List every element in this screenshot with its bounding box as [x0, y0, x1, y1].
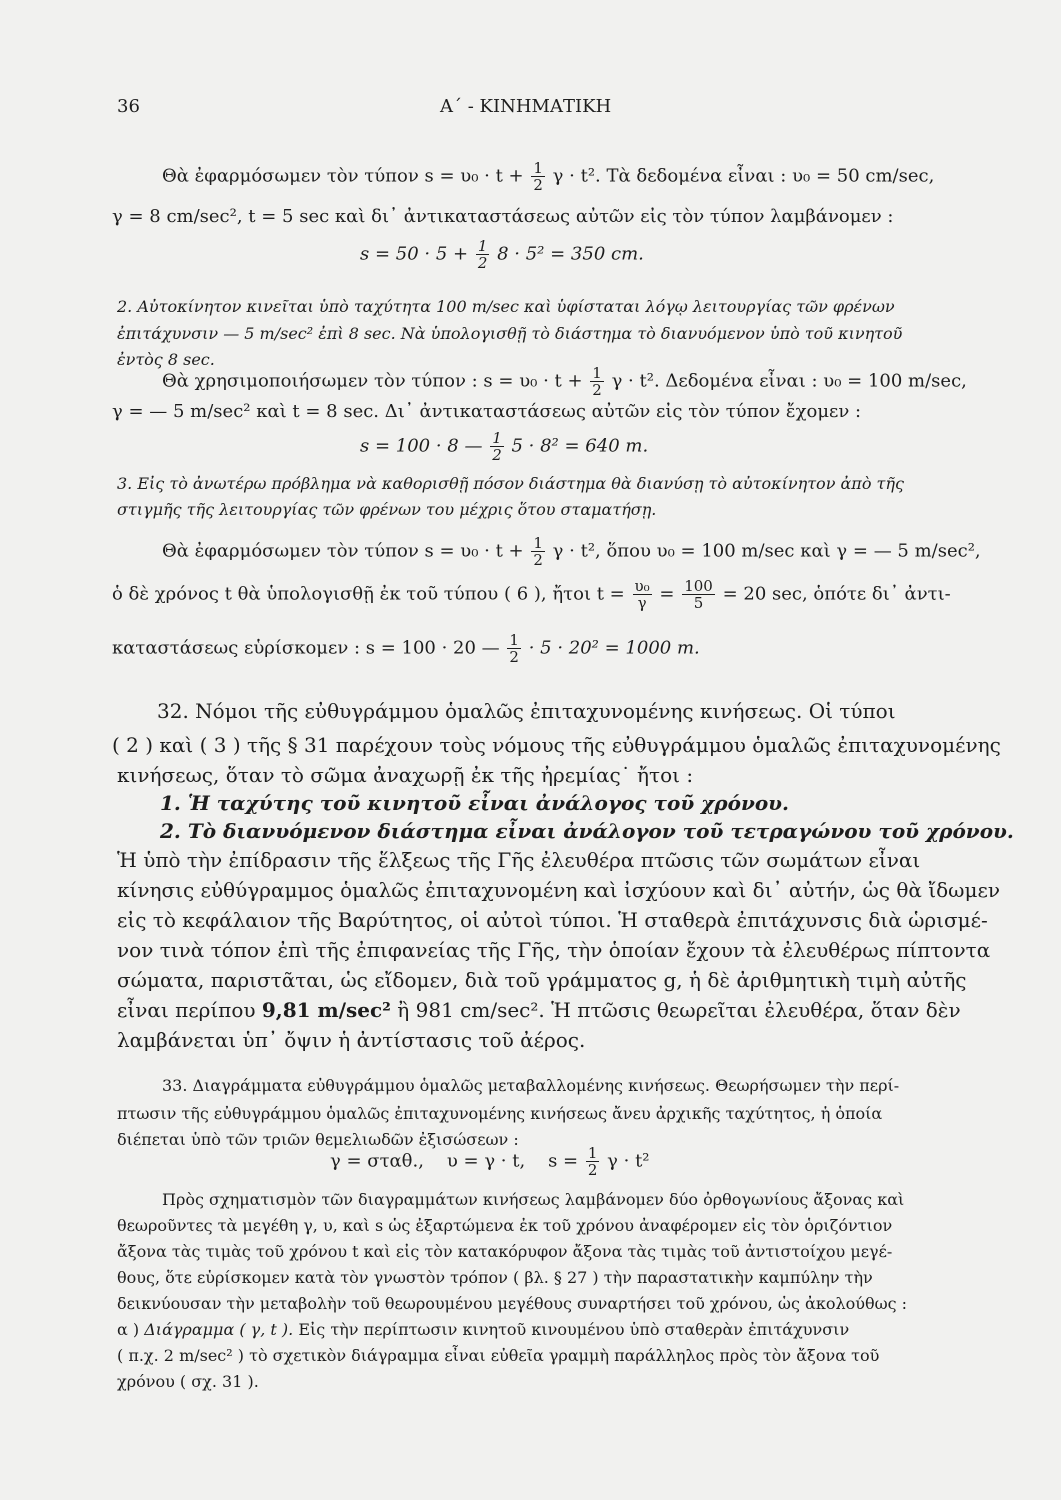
sec33-para-5: δεικνύουσαν τὴν μεταβολὴν τοῦ θεωρουμένου μεγέθους συναρτήσει τοῦ χρόνου, ὡς ἀκολούθως : — [117, 1294, 908, 1313]
sec32-body-2: κίνησις εὐθύγραμμος ὁμαλῶς ἐπιταχυνομένη καὶ ἰσχύουν καὶ δι᾽ αὐτήν, ὡς θὰ ἴδωμεν — [117, 878, 1000, 902]
diagram-label: Διάγραμμα ( γ, t ). — [144, 1320, 294, 1339]
ex2-problem-line3: ἐντὸς 8 sec. — [117, 350, 215, 369]
section-33-title: 33. Διαγράμματα εὐθυγράμμου ὁμαλῶς μεταβαλλομένης κινήσεως. — [162, 1076, 710, 1095]
ex3-line2: ὁ δὲ χρόνος t θὰ ὑπολογισθῇ ἐκ τοῦ τύπου ( 6 ), ἤτοι t = $\frac{\text{υ₀}}{\gamma}$ = $\frac{100}{5}$ = 20 sec, ὁπότε δι᾽ ἀντι- — [112, 577, 951, 612]
gravity-value: 9,81 m/sec² — [261, 998, 391, 1022]
sec32-body-7: λαμβάνεται ὑπ᾽ ὄψιν ἡ ἀντίστασις τοῦ ἀέρος. — [117, 1028, 586, 1052]
fraction-100-over-5: $\frac{100}{5}$ — [684, 577, 713, 612]
sec33-line3: διέπεται ὑπὸ τῶν τριῶν θεμελιωδῶν ἐξισώσεων : — [117, 1130, 519, 1149]
sec33-para-4: θους, ὅτε εὑρίσκομεν κατὰ τὸν γνωστὸν τρόπον ( βλ. § 27 ) τὴν παραστατικὴν καμπύλην τὴν — [117, 1268, 873, 1287]
fraction-v0-over-gamma: $\frac{\text{υ₀}}{\gamma}$ — [634, 577, 650, 612]
running-title: Α΄ - ΚΙΝΗΜΑΤΙΚΗ — [440, 96, 612, 117]
ex1-equation: s = 50 · 5 + $\frac{1}{2}$ 8 · 5² = 350 cm. — [360, 237, 644, 272]
fraction-half: $\frac{1}{2}$ — [492, 429, 502, 464]
sec33-para-2: θεωροῦντες τὰ μεγέθη γ, υ, καὶ s ὡς ἐξαρτώμενα ἐκ τοῦ χρόνου ἀναφέρομεν εἰς τὸν ὁριζόντιον — [117, 1216, 893, 1235]
ex3-line3: καταστάσεως εὑρίσκομεν : s = 100 · 20 — $\frac{1}{2}$ · 5 · 20² = 1000 m. — [112, 631, 700, 666]
sec32-body-4: νον τινὰ τόπον ἐπὶ τῆς ἐπιφανείας τῆς Γῆς, τὴν ὁποίαν ἔχουν τὰ ἐλευθέρως πίπτοντα — [117, 938, 991, 962]
section-32-title-line: 32. Νόμοι τῆς εὐθυγράμμου ὁμαλῶς ἐπιταχυνομένης κινήσεως. Οἱ τύποι — [157, 699, 896, 723]
fraction-half: $\frac{1}{2}$ — [509, 631, 519, 666]
fraction-half: $\frac{1}{2}$ — [477, 237, 488, 272]
ex1-line1: Θὰ ἐφαρμόσωμεν τὸν τύπον s = υ₀ · t + $\frac{1}{2}$ γ · t². Τὰ δεδομένα εἶναι : υ₀ = 50 cm/sec, — [162, 159, 935, 194]
sec32-line2: ( 2 ) καὶ ( 3 ) τῆς § 31 παρέχουν τοὺς νόμους τῆς εὐθυγράμμου ὁμαλῶς ἐπιταχυνομένης — [112, 733, 1001, 757]
sec33-para-3: ἄξονα τὰς τιμὰς τοῦ χρόνου t καὶ εἰς τὸν κατακόρυφον ἄξονα τὰς τιμὰς τοῦ ἀντιστοίχου μεγέ- — [117, 1242, 893, 1261]
sec32-body-1: Ἡ ὑπὸ τὴν ἐπίδρασιν τῆς ἕλξεως τῆς Γῆς ἐλευθέρα πτῶσις τῶν σωμάτων εἶναι — [117, 848, 921, 872]
sec32-body-5: σώματα, παριστᾶται, ὡς εἴδομεν, διὰ τοῦ γράμματος g, ἡ δὲ ἀριθμητικὴ τιμὴ αὐτῆς — [117, 968, 967, 992]
sec33-para-7: ( π.χ. 2 m/sec² ) τὸ σχετικὸν διάγραμμα εἶναι εὐθεῖα γραμμὴ παράλληλος πρὸς τὸν ἄξονα τοῦ — [117, 1346, 880, 1365]
ex2-problem-line2: ἐπιτάχυνσιν — 5 m/sec² ἐπὶ 8 sec. Νὰ ὑπολογισθῇ τὸ διάστημα τὸ διανυόμενον ὑπὸ τοῦ κινητοῦ — [117, 324, 903, 343]
sec32-line3: κινήσεως, ὅταν τὸ σῶμα ἀναχωρῇ ἐκ τῆς ἠρεμίας˙ ἤτοι : — [117, 763, 694, 787]
section-33-title-line: 33. Διαγράμματα εὐθυγράμμου ὁμαλῶς μεταβαλλομένης κινήσεως. Θεωρήσωμεν τὴν περί- — [162, 1076, 900, 1095]
section-32-title: Νόμοι τῆς εὐθυγράμμου ὁμαλῶς ἐπιταχυνομένης κινήσεως. — [195, 699, 803, 723]
ex2-line1: Θὰ χρησιμοποιήσωμεν τὸν τύπον : s = υ₀ · t + $\frac{1}{2}$ γ · t². Δεδομένα εἶναι : υ₀ = 100 m/sec, — [162, 364, 967, 399]
sec33-line2: πτωσιν τῆς εὐθυγράμμου ὁμαλῶς ἐπιταχυνομένης κινήσεως ἄνευ ἀρχικῆς ταχύτητος, ἡ ὁποία — [117, 1104, 883, 1123]
sec33-para-1: Πρὸς σχηματισμὸν τῶν διαγραμμάτων κινήσεως λαμβάνομεν δύο ὀρθογωνίους ἄξονας καὶ — [162, 1190, 905, 1209]
ex2-problem-line1: 2. Αὐτοκίνητον κινεῖται ὑπὸ ταχύτητα 100 m/sec καὶ ὑφίσταται λόγῳ λειτουργίας τῶν φρένων — [117, 297, 895, 316]
fraction-half: $\frac{1}{2}$ — [533, 159, 543, 194]
ex1-line2: γ = 8 cm/sec², t = 5 sec καὶ δι᾽ ἀντικαταστάσεως αὐτῶν εἰς τὸν τύπον λαμβάνομεν : — [112, 206, 894, 227]
ex3-line1: Θὰ ἐφαρμόσωμεν τὸν τύπον s = υ₀ · t + $\frac{1}{2}$ γ · t², ὅπου υ₀ = 100 m/sec καὶ γ = — 5 m/sec², — [162, 534, 981, 569]
sec33-para-8: χρόνου ( σχ. 31 ). — [117, 1372, 259, 1391]
ex2-line2: γ = — 5 m/sec² καὶ t = 8 sec. Δι᾽ ἀντικαταστάσεως αὐτῶν εἰς τὸν τύπον ἔχομεν : — [112, 401, 862, 422]
page-number: 36 — [117, 96, 140, 117]
law-1: 1. Ἡ ταχύτης τοῦ κινητοῦ εἶναι ἀνάλογος τοῦ χρόνου. — [160, 791, 790, 815]
fraction-half: $\frac{1}{2}$ — [592, 364, 602, 399]
sec32-body-3: εἰς τὸ κεφάλαιον τῆς Βαρύτητος, οἱ αὐτοὶ τύποι. Ἡ σταθερὰ ἐπιτάχυνσις διὰ ὡρισμέ- — [117, 908, 988, 932]
sec33-equations: γ = σταθ., υ = γ · t, s = $\frac{1}{2}$ γ · t² — [330, 1144, 650, 1179]
ex3-problem-line1: 3. Εἰς τὸ ἀνωτέρω πρόβλημα νὰ καθορισθῇ πόσον διάστημα θὰ διανύσῃ τὸ αὐτοκίνητον ἀπὸ τῆς — [117, 474, 904, 493]
sec32-body-6: εἶναι περίπου 9,81 m/sec² ἢ 981 cm/sec². Ἡ πτῶσις θεωρεῖται ἐλευθέρα, ὅταν δὲν — [117, 998, 961, 1022]
law-2: 2. Τὸ διανυόμενον διάστημα εἶναι ἀνάλογον τοῦ τετραγώνου τοῦ χρόνου. — [160, 819, 1014, 843]
sec33-para-6: α ) Διάγραμμα ( γ, t ). Εἰς τὴν περίπτωσιν κινητοῦ κινουμένου ὑπὸ σταθερὰν ἐπιτάχυνσιν — [117, 1320, 850, 1339]
ex2-equation: s = 100 · 8 — $\frac{1}{2}$ 5 · 8² = 640 m. — [360, 429, 649, 464]
ex3-problem-line2: στιγμῆς τῆς λειτουργίας τῶν φρένων του μέχρις ὅτου σταματήσῃ. — [117, 500, 657, 519]
fraction-half: $\frac{1}{2}$ — [587, 1144, 598, 1179]
fraction-half: $\frac{1}{2}$ — [533, 534, 543, 569]
